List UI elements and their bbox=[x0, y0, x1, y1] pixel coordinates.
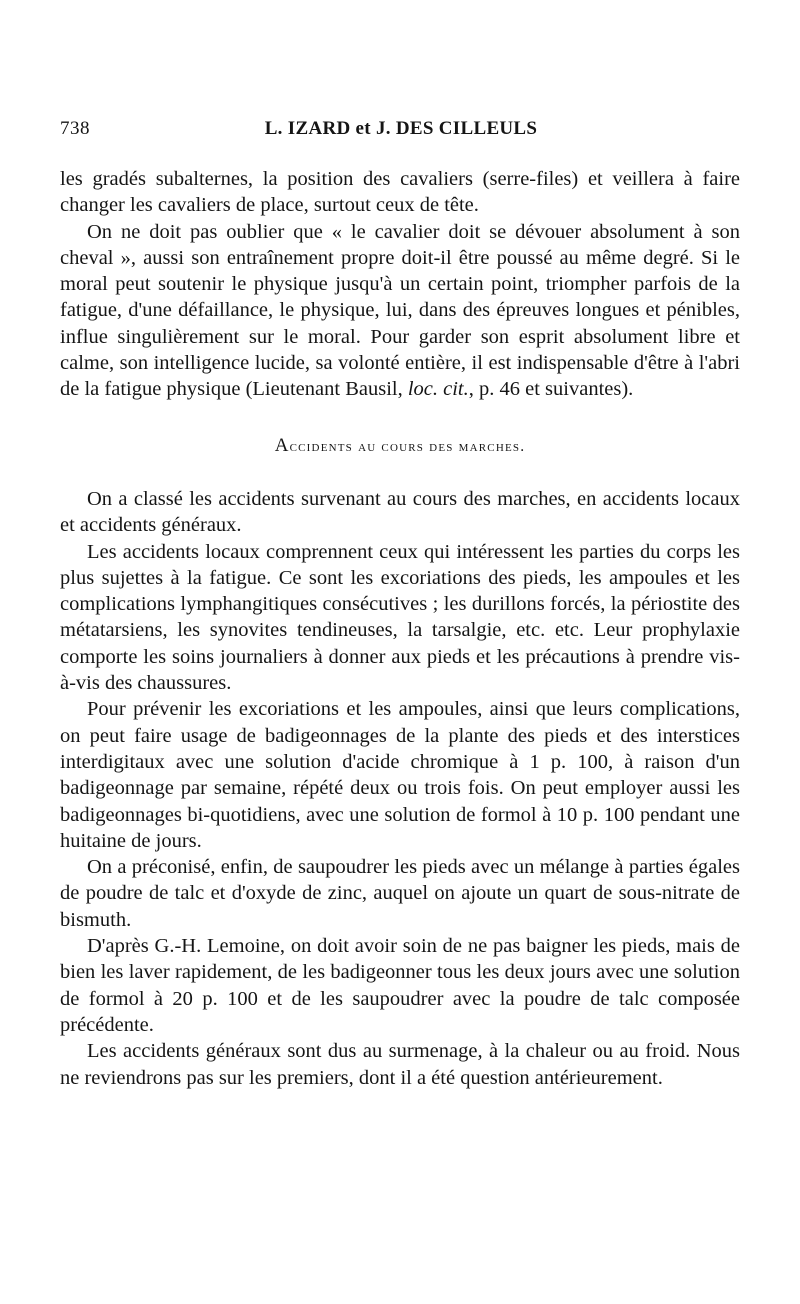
running-head: L. IZARD et J. DES CILLEULS bbox=[264, 118, 538, 139]
paragraph-prevention: Pour prévenir les excoriations et les ampoules, ainsi que leurs complications, on peut faire usage de badigeonnages de la plante des pieds et des interstices interdigitaux avec une solution d'acide chromique à 1 p. 100, à raison d'un badigeonnage par semaine, répété deux ou trois fois. On peut employer aussi les badigeonnages bi-quotidiens, avec une solution de formol à 10 p. 100 pendant une huitaine de jours. bbox=[60, 698, 740, 852]
paragraph-training bbox=[60, 219, 740, 403]
page-header bbox=[60, 118, 742, 146]
paragraph-local-accidents: Les accidents locaux comprennent ceux qui intéressent les parties du corps les plus sujettes à la fatigue. Ce sont les excoriations des pieds, les ampoules et les complications lymphangitiques consécutives ; les durillons forcés, la périostite des métatarsiens, les synovites tendineuses, la tarsalgie, etc. etc. Leur prophylaxie comporte les soins journaliers à donner aux pieds et les précautions à prendre vis-à-vis des chaussures. bbox=[60, 540, 740, 695]
page-number: 738 bbox=[60, 118, 90, 139]
paragraph-training-end: , p. 46 et suivantes). bbox=[468, 378, 634, 401]
section-heading-text: ccidents au cours des marches. bbox=[289, 437, 526, 455]
paragraph-powder: On a préconisé, enfin, de saupoudrer les pieds avec un mélange à parties égales de poudre de talc et d'oxyde de zinc, auquel on ajoute un quart de sous-nitrate de bismuth. bbox=[60, 856, 740, 931]
section-heading bbox=[60, 433, 740, 460]
paragraph-training-text: On ne doit pas oublier que « le cavalier doit se dévouer absolument à son cheval », aussi son entraînement propre doit-il être poussé au même degré. Si le moral peut soutenir le physique jusqu'à un certain point, triompher parfois de la fatigue, d'une défaillance, le physique, lui, dans des épreuves longues et pénibles, influe singulièrement sur le moral. Pour garder son esprit absolument libre et calme, son intelligence lucide, sa volonté entière, il est indispensable d'être à l'abri de la fatigue physique (Lieutenant Bausil, bbox=[60, 220, 740, 401]
paragraph-continuation: les gradés subalternes, la position des cavaliers (serre-files) et veillera à faire changer les cavaliers de place, surtout ceux de tête. bbox=[60, 168, 740, 217]
paragraph-classification: On a classé les accidents survenant au cours des marches, en accidents locaux et accidents généraux. bbox=[60, 487, 740, 537]
paragraph-lemoine: D'après G.-H. Lemoine, on doit avoir soin de ne pas baigner les pieds, mais de bien les laver rapidement, de les badigeonner tous les deux jours avec une solution de formol à 20 p. 100 et de les saupoudrer avec la poudre de talc composée précédente. bbox=[60, 935, 740, 1036]
paragraph-general-accidents: Les accidents généraux sont dus au surmenage, à la chaleur ou au froid. Nous ne reviendrons pas sur les premiers, dont il a été question antérieurement. bbox=[60, 1040, 740, 1089]
section-heading-initial: A bbox=[274, 434, 290, 456]
body-text bbox=[60, 166, 740, 1091]
citation-loc-cit: loc. cit. bbox=[407, 378, 469, 401]
